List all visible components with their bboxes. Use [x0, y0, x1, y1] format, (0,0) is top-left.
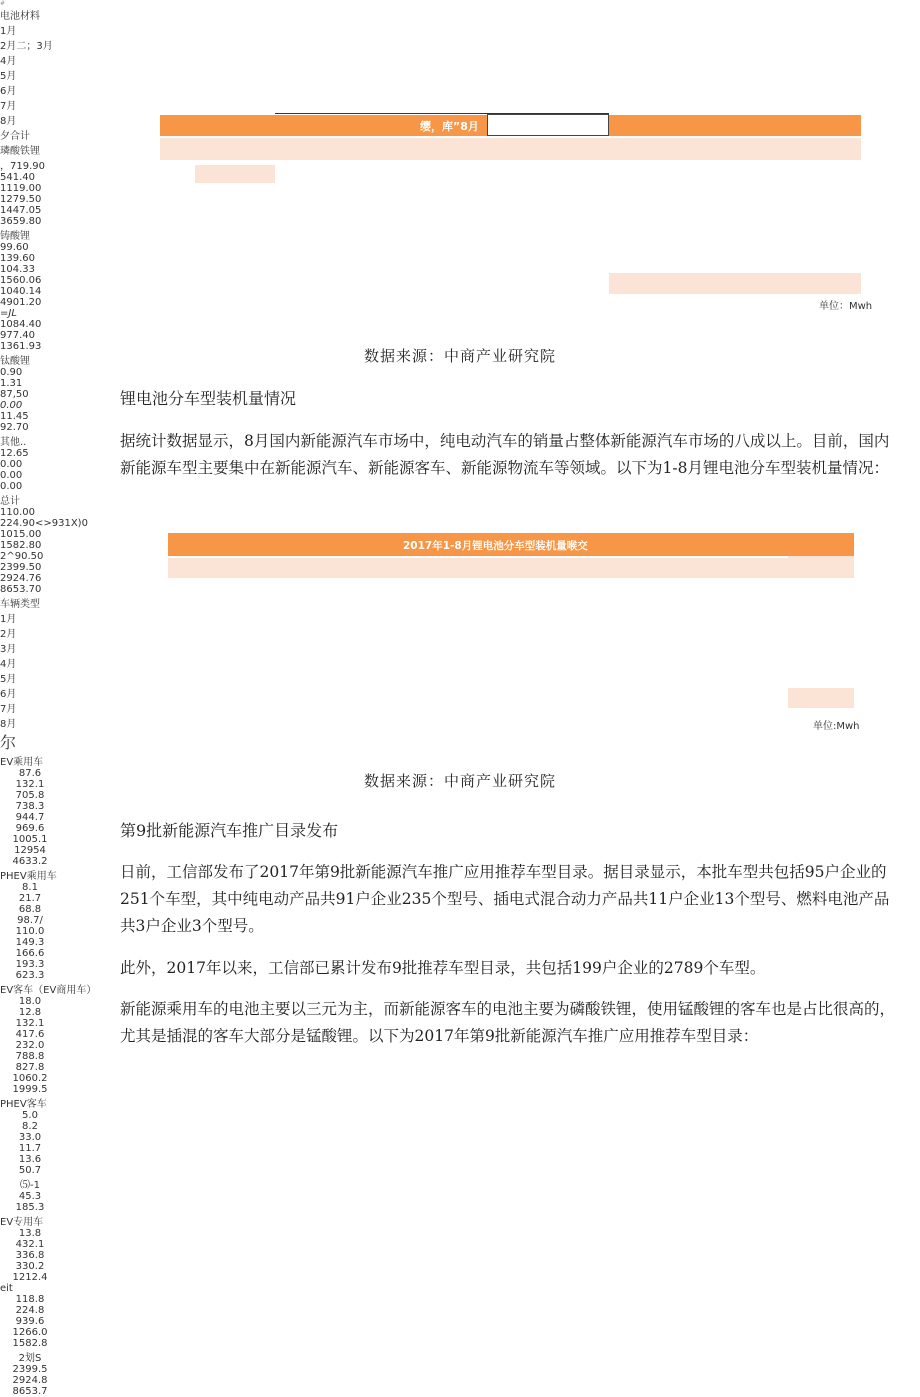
table2-cell: 8653.7: [12, 1386, 48, 1397]
table1-col-header: 电池材料: [0, 11, 40, 22]
table2-cell: 224.8: [15, 1305, 45, 1316]
table2-cell: 50.7: [18, 1165, 42, 1176]
table2-cell: 1212.4: [12, 1272, 48, 1283]
table1-cell: 1447.05: [0, 205, 42, 216]
table2-title: 2017年1-8月锂电池分车型装机量喉交: [403, 540, 588, 552]
table2-cell: 193.3: [15, 959, 45, 970]
paragraph: 此外，2017年以来，工信部已累计发布9批推荐车型目录，共包括199户企业的2789个车型。: [120, 959, 766, 977]
table2-cell: 2399.5: [12, 1364, 48, 1375]
table2-col-header: 尔: [0, 733, 17, 752]
table1-cell: 8653.70: [0, 584, 42, 595]
table2-col-header: 6月: [0, 689, 17, 700]
table2-cell: 33.0: [18, 1132, 42, 1143]
paragraph: 新能源乘用车的电池主要以三元为主，而新能源客车的电池主要为磷酸铁锂，使用锰酸锂的客车也是占比很高的，尤其是插混的客车大部分是锰酸锂。以下为2017年第9批新能源汽车推广应用推荐车型目录：: [120, 1000, 896, 1045]
paragraph: 日前，工信部发布了2017年第9批新能源汽车推广应用推荐车型目录。据目录显示，本批车型共包括95户企业的251个车型，其中纯电动产品共91户企业235个型号、插电式混合动力产品共11户企业13个型号、燃料电池产品共3户企业3个型号。: [120, 863, 890, 935]
table2-row-label: PHEV客车: [0, 1099, 47, 1110]
table1-cell: 1.31: [0, 378, 23, 389]
table2-row-label: EV客车（EV商用车）: [0, 985, 97, 996]
table2-cell: 788.8: [15, 1051, 45, 1062]
table1-cell: 92.70: [0, 422, 29, 433]
table1-cell: 0.00: [0, 459, 23, 470]
table1-col-header: 7月: [0, 101, 17, 112]
source-caption: 数据来源：中商产业研究院: [363, 772, 556, 790]
table1-header-bar-right: [609, 115, 861, 136]
table1-title-gap: [487, 114, 609, 136]
table1-cell: 541.40: [0, 172, 35, 183]
table1-row-label: =JL: [0, 308, 17, 319]
table2-cell: 11.7: [18, 1143, 42, 1154]
table1-row-label: 总计: [0, 496, 20, 507]
table1-row-label-bg: [195, 165, 275, 183]
table2-row-label: EV乘用车: [0, 757, 44, 768]
table1-top-border: [275, 113, 609, 114]
table2-row-label: EV专用车: [0, 1217, 44, 1228]
table2-cell: 149.3: [15, 937, 45, 948]
table2-cell: 969.6: [15, 823, 45, 834]
table1-col-header: 夕合计: [0, 131, 30, 142]
table2-total-header-bg: [788, 556, 854, 578]
table1-cell: 1560.06: [0, 275, 42, 286]
table2-cell: 21.7: [18, 893, 42, 904]
table2-col-header: 5月: [0, 674, 17, 685]
table1-header-row: [160, 138, 861, 160]
table2-cell: 87.6: [18, 768, 42, 779]
table2-cell: 13.6: [18, 1154, 42, 1165]
table1-col-header: 2月二；3月: [0, 41, 53, 52]
table2-cell: 12.8: [18, 1007, 42, 1018]
table2-cell: 738.3: [15, 801, 45, 812]
table2-cell: 232.0: [15, 1040, 45, 1051]
table1-col-header: 4月: [0, 56, 17, 67]
table1-col-header: 6月: [0, 86, 17, 97]
table1-cell: 99.60: [0, 242, 29, 253]
table1-cell: 4901.20: [0, 297, 42, 308]
table2-col-header: 车辆类型: [0, 599, 40, 610]
table2-cell: 330.2: [15, 1261, 45, 1272]
paragraph: 据统计数据显示，8月国内新能源汽车市场中，纯电动汽车的销量占整体新能源汽车市场的八成以上。目前，国内新能源车型主要集中在新能源汽车、新能源客车、新能源物流车等领域。以下为1-8月锂电池分车型装机量情况：: [120, 432, 890, 477]
table2-grand-total-bg: [788, 688, 854, 708]
table2-cell: 336.8: [15, 1250, 45, 1261]
table2-col-header: 7月: [0, 704, 17, 715]
table2-cell: 944.7: [15, 812, 45, 823]
table1-row-label: 铸酸锂: [0, 231, 30, 242]
table2-row-label: PHEV乘用车: [0, 871, 57, 882]
table1-col-header: 1月: [0, 26, 17, 37]
table1-row-label: 钛酸锂: [0, 356, 30, 367]
table1-cell: 1040.14: [0, 286, 42, 297]
table2-cell: 8.1: [22, 882, 38, 893]
table2-cell: 13.8: [18, 1228, 42, 1239]
table1-cell: 224.90<>931X)0: [0, 518, 88, 529]
table1-cell: 1119.00: [0, 183, 42, 194]
table2-cell: 417.6: [15, 1029, 45, 1040]
table1-row-label: 其他..: [0, 437, 27, 448]
table2-cell: 432.1: [15, 1239, 45, 1250]
table1-cell: 0.90: [0, 367, 23, 378]
table2-col-header: 1月: [0, 614, 17, 625]
table1-cell: 1015.00: [0, 529, 42, 540]
table1-cell: 2924.76: [0, 573, 42, 584]
table1-cell: 110.00: [0, 507, 35, 518]
table2-cell: 132.1: [15, 779, 45, 790]
table1-cell: 1279.50: [0, 194, 42, 205]
table2-cell: 623.3: [15, 970, 45, 981]
table2-cell: 939.6: [15, 1316, 45, 1327]
table2-unit: 单位:Mwh: [813, 721, 860, 732]
table2-cell: 185.3: [15, 1202, 45, 1213]
table1-cell: 977.40: [0, 330, 35, 341]
table2-cell: 1582.8: [12, 1338, 48, 1349]
table2-col-header: 2月: [0, 629, 17, 640]
table1-cell: 11.45: [0, 411, 29, 422]
table1-unit: 单位：Mwh: [819, 301, 873, 312]
table2-cell: 705.8: [15, 790, 45, 801]
table1-col-header: 5月: [0, 71, 17, 82]
table2-cell: 110.0: [15, 926, 45, 937]
table1-header-bar-left: [160, 115, 275, 136]
table1-cell: 139.60: [0, 253, 35, 264]
table2-col-header: 3月: [0, 644, 17, 655]
table1-cell: 1582.80: [0, 540, 42, 551]
table2-cell: ⑸-1: [20, 1180, 40, 1191]
table2-cell: 5.0: [22, 1110, 38, 1121]
table2-cell: 4633.2: [12, 856, 48, 867]
table1-cell: 12.65: [0, 448, 29, 459]
table1-total-bg: [609, 273, 861, 294]
table2-cell: 827.8: [15, 1062, 45, 1073]
table2-col-header: 8月: [0, 719, 17, 730]
table1-title: 缨，库”8月: [420, 120, 479, 133]
table1-cell: 1084.40: [0, 319, 42, 330]
table1-col-header: 8月: [0, 116, 17, 127]
table2-cell: 18.0: [18, 996, 42, 1007]
table1-cell: 0.00: [0, 470, 23, 481]
table2-header-row: [168, 558, 788, 578]
table2-cell: 8.2: [22, 1121, 38, 1132]
table2-cell: 2划S: [18, 1353, 42, 1364]
table1-hash: #: [0, 0, 6, 7]
table2-cell: 1060.2: [12, 1073, 48, 1084]
section-heading: 锂电池分车型装机量情况: [120, 389, 297, 408]
table1-cell: 87,50: [0, 389, 29, 400]
table1-cell: 1361.93: [0, 341, 42, 352]
battery-material-table: [0, 0, 920, 595]
table2-row-label: eit: [0, 1283, 13, 1294]
table2-cell: 1005.1: [12, 834, 48, 845]
table2-cell: 98.7/: [17, 915, 43, 926]
table2-cell: 1999.5: [12, 1084, 48, 1095]
table2-cell: 1266.0: [12, 1327, 48, 1338]
table1-cell: 2399.50: [0, 562, 42, 573]
table1-cell: 104.33: [0, 264, 35, 275]
table2-cell: 2924.8: [12, 1375, 48, 1386]
section-heading: 第9批新能源汽车推广目录发布: [120, 821, 339, 840]
table1-cell: 0.00: [0, 481, 23, 492]
table2-cell: 118.8: [15, 1294, 45, 1305]
source-caption: 数据来源：中商产业研究院: [363, 347, 556, 365]
table2-cell: 166.6: [15, 948, 45, 959]
table2-cell: 132.1: [15, 1018, 45, 1029]
table1-cell: 2^90.50: [0, 551, 44, 562]
table2-col-header: 4月: [0, 659, 17, 670]
table2-cell: 68.8: [18, 904, 42, 915]
table1-cell: ，719.90: [0, 161, 45, 172]
table2-cell: 45.3: [18, 1191, 42, 1202]
table1-row-label: 璘酸铁锂: [0, 146, 40, 157]
table1-cell: 0.00: [0, 400, 23, 411]
table2-cell: 12954: [14, 845, 46, 856]
table1-cell: 3659.80: [0, 216, 42, 227]
